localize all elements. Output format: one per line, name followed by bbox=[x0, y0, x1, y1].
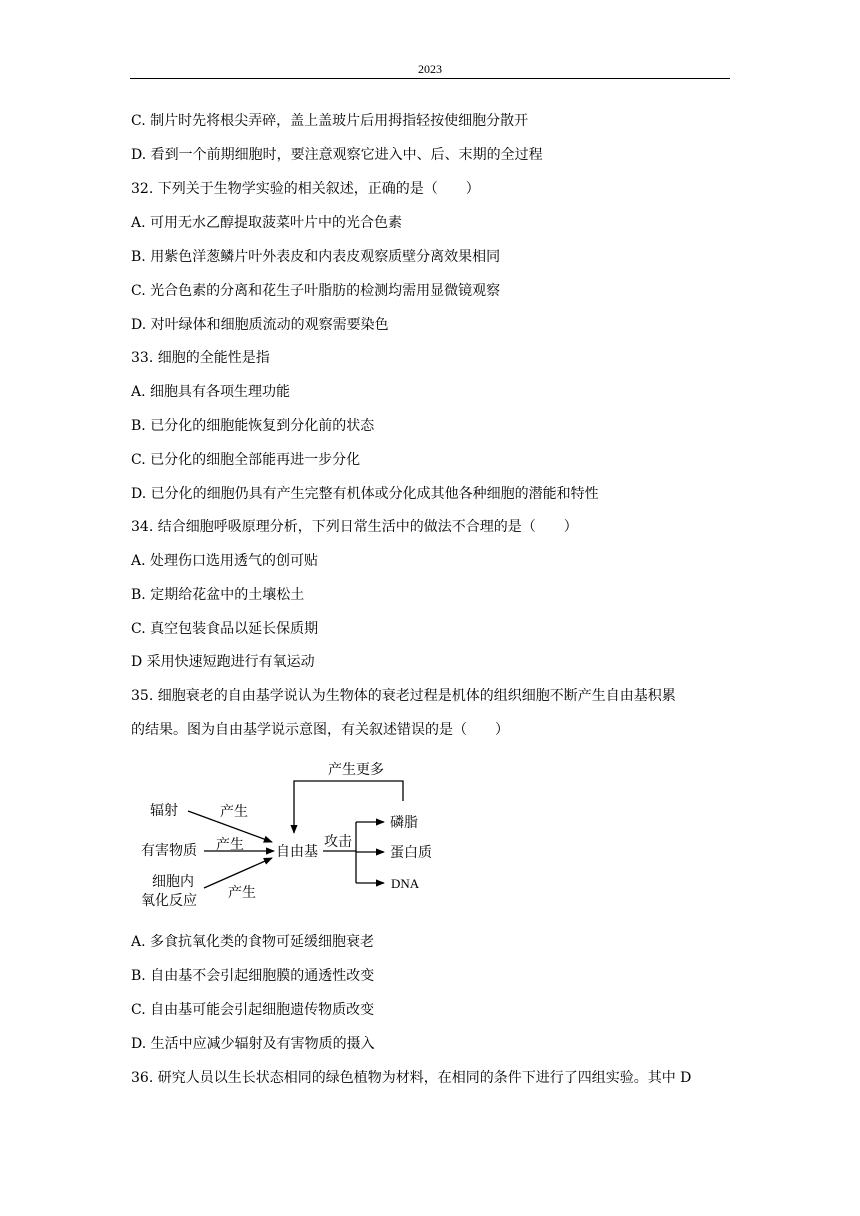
oxidation-arrow bbox=[204, 858, 272, 888]
target-phospholipid: 磷脂 bbox=[390, 815, 418, 831]
question-35-option-a: A. 多食抗氧化类的食物可延缓细胞衰老 bbox=[131, 934, 375, 950]
question-34-option-a: A. 处理伤口选用透气的创可贴 bbox=[131, 553, 319, 569]
question-34-option-c: C. 真空包装食品以延长保质期 bbox=[131, 621, 319, 637]
question-35-option-c: C. 自由基可能会引起细胞遗传物质改变 bbox=[131, 1002, 375, 1018]
question-34-option-b: B. 定期给花盆中的土壤松土 bbox=[131, 587, 305, 603]
produce-label-2: 产生 bbox=[216, 837, 244, 853]
question-32-option-d: D. 对叶绿体和细胞质流动的观察需要染色 bbox=[131, 317, 389, 333]
header-rule bbox=[130, 78, 730, 79]
question-35-option-b: B. 自由基不会引起细胞膜的通透性改变 bbox=[131, 968, 375, 984]
free-radical-label: 自由基 bbox=[276, 844, 318, 860]
source-cell-oxidation-line-1: 细胞内 bbox=[152, 874, 194, 890]
question-32-option-a: A. 可用无水乙醇提取菠菜叶片中的光合色素 bbox=[131, 215, 403, 231]
produce-label-1: 产生 bbox=[220, 804, 248, 820]
text-line: D. 看到一个前期细胞时，要注意观察它进入中、后、末期的全过程 bbox=[131, 147, 543, 163]
source-cell-oxidation-line-2: 氧化反应 bbox=[141, 893, 197, 909]
attack-label: 攻击 bbox=[324, 834, 352, 850]
feedback-label: 产生更多 bbox=[328, 762, 384, 778]
produce-label-3: 产生 bbox=[228, 885, 256, 901]
text-line: C. 制片时先将根尖弄碎，盖上盖玻片后用拇指轻按使细胞分散开 bbox=[131, 113, 529, 129]
question-35-option-d: D. 生活中应减少辐射及有害物质的摄入 bbox=[131, 1036, 375, 1052]
question-35-stem-line-2: 的结果。图为自由基学说示意图，有关叙述错误的是（ ） bbox=[131, 722, 509, 738]
question-32-option-b: B. 用紫色洋葱鳞片叶外表皮和内表皮观察质壁分离效果相同 bbox=[131, 249, 501, 265]
target-protein: 蛋白质 bbox=[390, 845, 432, 861]
question-33-option-c: C. 已分化的细胞全部能再进一步分化 bbox=[131, 452, 361, 468]
question-33-option-a: A. 细胞具有各项生理功能 bbox=[131, 384, 291, 400]
question-34-stem: 34. 结合细胞呼吸原理分析，下列日常生活中的做法不合理的是（ ） bbox=[131, 519, 578, 535]
question-36-stem: 36. 研究人员以生长状态相同的绿色植物为材料，在相同的条件下进行了四组实验。其中 D bbox=[131, 1070, 692, 1086]
page-header-year: 2023 bbox=[418, 62, 442, 76]
source-radiation: 辐射 bbox=[150, 803, 178, 819]
question-33-option-d: D. 已分化的细胞仍具有产生完整有机体或分化成其他各种细胞的潜能和特性 bbox=[131, 486, 599, 502]
question-33-option-b: B. 已分化的细胞能恢复到分化前的状态 bbox=[131, 418, 375, 434]
question-32-option-c: C. 光合色素的分离和花生子叶脂肪的检测均需用显微镜观察 bbox=[131, 283, 501, 299]
question-32-stem: 32. 下列关于生物学实验的相关叙述，正确的是（ ） bbox=[131, 181, 480, 197]
target-dna: DNA bbox=[391, 876, 420, 891]
feedback-loop-arrow bbox=[294, 781, 403, 833]
question-33-stem: 33. 细胞的全能性是指 bbox=[131, 350, 270, 366]
question-34-option-d: D 采用快速短跑进行有氧运动 bbox=[131, 654, 315, 670]
free-radical-diagram bbox=[130, 758, 450, 909]
source-harmful-substances: 有害物质 bbox=[141, 843, 197, 859]
question-35-stem-line-1: 35. 细胞衰老的自由基学说认为生物体的衰老过程是机体的组织细胞不断产生自由基积累 bbox=[131, 688, 676, 704]
